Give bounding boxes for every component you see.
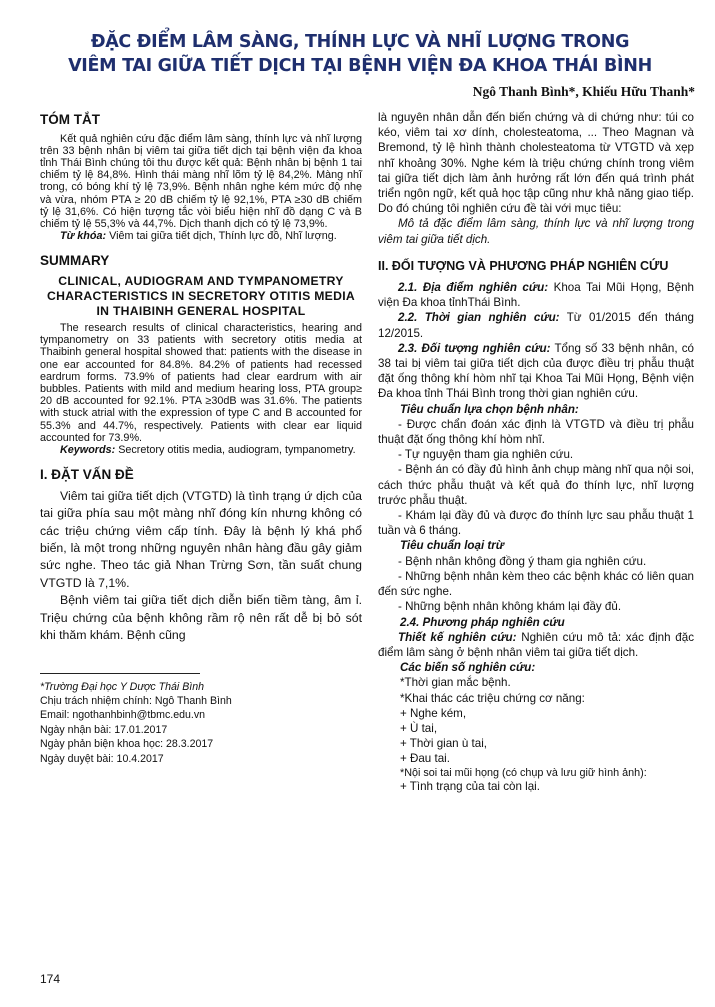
- study-variables-heading: Các biến số nghiên cứu:: [400, 661, 536, 675]
- study-design-text: Nghiên cứu mô tả: xác định đặc điểm lâm sàng ở bệnh nhân viêm tai giữa tiết dịch.: [378, 630, 694, 659]
- abstract-vi-heading: TÓM TẮT: [40, 112, 100, 127]
- inclusion-item: - Tự nguyện tham gia nghiên cứu.: [398, 448, 574, 462]
- footnotes: [40, 680, 362, 766]
- exclusion-item: - Những bệnh nhân kèm theo các bệnh khác có liên quan đến sức nghe.: [378, 569, 694, 599]
- footnote-email: Email: ngothanhbinh@tbmc.edu.vn: [40, 709, 206, 722]
- left-column: [40, 113, 362, 766]
- variable-item: *Nội soi tai mũi họng (có chụp và lưu giữ hình ảnh):: [400, 766, 647, 779]
- variable-item: + Ù tai,: [400, 721, 438, 735]
- article-title-line-1: ĐẶC ĐIỂM LÂM SÀNG, THÍNH LỰC VÀ NHĨ LƯỢNG TRONG: [90, 32, 630, 52]
- summary-heading: SUMMARY: [40, 253, 110, 269]
- footnote-divider: [40, 673, 200, 674]
- section-2-3-text: Tổng số 33 bệnh nhân, có 38 tai bị viêm tai giữa tiết dịch của được điều trị phẫu thuật đặt ống thông khí hòm nhĩ tại Khoa Tai Mũi Họng, Bệnh viện Đa khoa tỉnh Thái Bình trong thời gian nghiên cứu.: [378, 341, 694, 401]
- introduction-paragraph-1: Viêm tai giữa tiết dịch (VTGTD) là tình trạng ứ dịch của tai giữa phía sau một màng nhĩ đóng kín nhưng không có các triệu chứng viêm cấp tính. Đây là bệnh lý khá phổ biến, là một trong những nguyên nhân hàng đầu gây giảm sức nghe. Theo tác giả Nhan Trừng Sơn, tần suất chung VTGTD là 7,1%.: [40, 488, 362, 590]
- inclusion-criteria-heading: Tiêu chuẩn lựa chọn bệnh nhân:: [400, 402, 579, 416]
- variable-item: + Thời gian ù tai,: [400, 737, 487, 751]
- keywords-vi-label: Từ khóa:: [60, 230, 107, 243]
- inclusion-item: - Được chẩn đoán xác định là VTGTD và điều trị phẫu thuật đặt ống thông khí hòm nhĩ.: [378, 417, 694, 447]
- section-2-3-label: 2.3. Đối tượng nghiên cứu:: [398, 341, 551, 355]
- exclusion-item: - Những bệnh nhân không khám lại đầy đủ.: [398, 600, 622, 614]
- keywords-vi-text: Viêm tai giữa tiết dịch, Thính lực đồ, Nhĩ lượng.: [106, 230, 337, 243]
- keywords-en-text: Secretory otitis media, audiogram, tympanometry.: [115, 444, 356, 457]
- article-title: [60, 30, 660, 78]
- keywords-en: [40, 444, 362, 456]
- variable-item: + Đau tai.: [400, 752, 450, 766]
- abstract-vi-text: Kết quả nghiên cứu đặc điểm lâm sàng, thính lực và nhĩ lượng trên 33 bệnh nhân bị viêm tai giữa tiết dịch tại bệnh viện đa khoa tỉnh Thái Bình chúng tôi thu được kết quả: Bệnh nhân bị bệnh 1 tai chiếm tỷ lệ 84,8%. Hình thái màng nhĩ lõm tỷ lệ 84,2%. Màng nhĩ trong, có bóng khí tỷ lệ 73,9%. Bệnh nhân nghe kém mức độ nhẹ và vừa, nhóm PTA ≥ 20 dB chiếm tỷ lệ 92,1%, PTA ≥30 dB chiếm tỷ lệ 31,6%. Có hiện tượng tắc vòi biểu hiện nhĩ đồ dạng C và B chiếm tỷ lệ 55,3% và 44,7%. Dịch thanh dịch có tỷ lệ 73,9%.: [40, 132, 362, 231]
- introduction-paragraph-2: Bệnh viêm tai giữa tiết dịch diễn biến tiềm tàng, âm ỉ. Triệu chứng của bệnh không rầm rộ nên rất dễ bị bỏ sót khi thăm khám. Bệnh cũng: [40, 593, 362, 643]
- keywords-en-label: Keywords:: [60, 444, 116, 457]
- footnote-corresponding: Chịu trách nhiệm chính: Ngô Thanh Bình: [40, 694, 232, 707]
- section-2-2: [378, 310, 694, 340]
- section-2-3: [378, 341, 694, 402]
- footnote-affiliation: *Trường Đại học Y Dược Thái Bình: [40, 680, 205, 693]
- right-column: [378, 110, 694, 794]
- author-list: Ngô Thanh Bình*, Khiếu Hữu Thanh*: [472, 84, 695, 99]
- inclusion-item: - Bệnh án có đầy đủ hình ảnh chụp màng nhĩ qua nội soi, cách thức phẫu thuật và kết quả đo thính lực, nhĩ lượng trước phẫu thuật.: [378, 463, 694, 507]
- page-number: 174: [40, 972, 61, 986]
- article-title-line-2: VIÊM TAI GIỮA TIẾT DỊCH TẠI BỆNH VIỆN ĐA KHOA THÁI BÌNH: [68, 56, 652, 76]
- introduction-heading: I. ĐẶT VẤN ĐỀ: [40, 467, 134, 483]
- methods-heading: II. ĐỐI TƯỢNG VÀ PHƯƠNG PHÁP NGHIÊN CỨU: [378, 258, 669, 273]
- study-design-label: Thiết kế nghiên cứu:: [398, 630, 517, 644]
- section-2-2-label: 2.2. Thời gian nghiên cứu:: [398, 311, 560, 325]
- variable-item: + Nghe kém,: [400, 706, 467, 720]
- summary-title: CLINICAL, AUDIOGRAM AND TYMPANOMETRY CHARACTERISTICS IN SECRETORY OTITIS MEDIA IN THAIBINH GENERAL HOSPITAL: [47, 274, 355, 319]
- summary-text: The research results of clinical characteristics, hearing and tympanometry on 33 patients with secretory otitis media at Thaibinh general hospital showed that: patients with the disease in one ear accounted for 84.8%. 84.2% of patients had recessed eardrum forms. 73.9% of patients had clear eardrum with air bubbles. Patients with mild and medium hearing loss, PTA group≥ 20 dB accounted for 92.1%. PTA ≥30dB was 31.6%. The patients with stuck atrial with the expression of type C and B accounted for 55.3% and 44.7%, respectively. Patients with clear ear liquid accounted for 73.9%.: [40, 322, 362, 444]
- study-variables-list: [400, 675, 694, 794]
- section-2-1-text: Khoa Tai Mũi Họng, Bệnh viện Đa khoa tỉnhThái Bình.: [378, 281, 694, 310]
- study-design: [378, 630, 694, 660]
- introduction-continued: là nguyên nhân dẫn đến biến chứng và di chứng như: túi co kéo, viêm tai xơ dính, cholesteatoma, ... Theo Magnan và Bremond, tỷ lệ hình thành cholesteatoma từ VTGTD và xẹp nhĩ khoảng 30%. Nghe kém là triệu chứng chính trong viêm tai giữa tiết dịch làm ảnh hưởng rất lớn đến quá trình phát triển ngôn ngữ, kết quả học tập cũng như khả năng giao tiếp. Do đó chúng tôi nghiên cứu đề tài với mục tiêu:: [378, 111, 694, 216]
- variable-item: *Khai thác các triệu chứng cơ năng:: [400, 691, 585, 705]
- exclusion-item: - Bệnh nhân không đồng ý tham gia nghiên cứu.: [398, 554, 647, 568]
- keywords-vi: [40, 230, 362, 242]
- footnote-received: Ngày nhận bài: 17.01.2017: [40, 723, 168, 736]
- inclusion-item: - Khám lại đầy đủ và được đo thính lực sau phẫu thuật 1 tuần và 6 tháng.: [378, 509, 694, 538]
- exclusion-criteria-heading: Tiêu chuẩn loại trừ: [400, 539, 505, 553]
- variable-item: + Tình trạng của tai còn lại.: [400, 779, 540, 793]
- section-2-2-text: Từ 01/2015 đến tháng 12/2015.: [378, 311, 694, 340]
- section-2-1: [378, 280, 694, 310]
- variable-item: *Thời gian mắc bệnh.: [400, 676, 511, 690]
- section-2-1-label: 2.1. Địa điểm nghiên cứu:: [398, 281, 549, 295]
- section-2-4-heading: 2.4. Phương pháp nghiên cứu: [400, 615, 565, 629]
- footnote-accepted: Ngày duyệt bài: 10.4.2017: [40, 752, 164, 765]
- footnote-reviewed: Ngày phản biện khoa học: 28.3.2017: [40, 738, 214, 751]
- study-objective: Mô tả đặc điểm lâm sàng, thính lực và nhĩ lượng trong viêm tai giữa tiết dịch.: [378, 217, 694, 246]
